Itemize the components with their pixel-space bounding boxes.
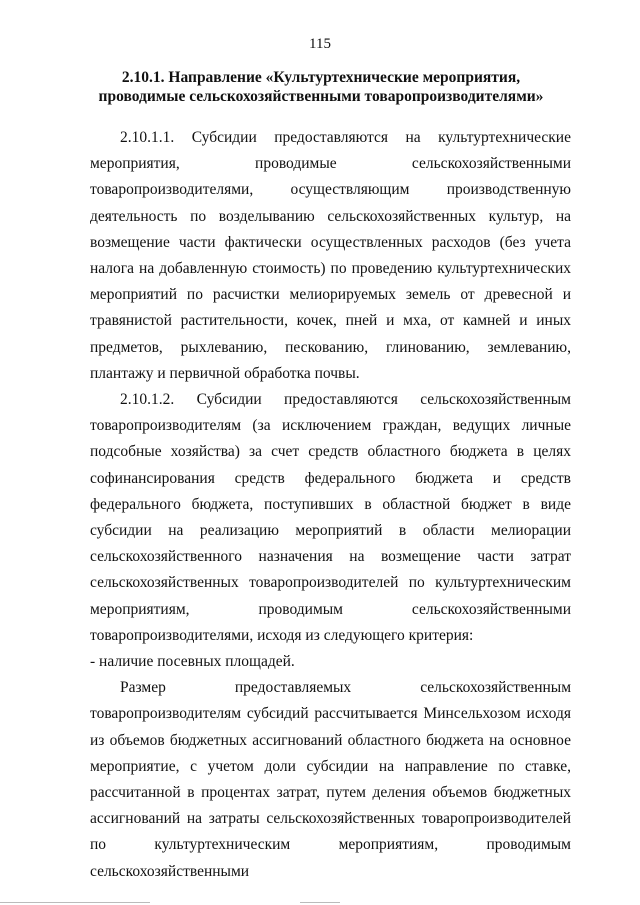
paragraph-subsidy-size: Размер предоставляемых сельскохозяйственным товаропроизводителям субсидий рассчитывается Минсельхозом исходя из объемов бюджетных ассигнований областного бюджета на основное мероприятие, с учетом доли субсидии на направление по ставке, рассчитанной в процентах затрат, путем деления объемов бюджетных ассигнований на затраты сельскохозяйственных товаропроизводителей по культуртехническим мероприятиям, проводимым сельскохозяйственными [90, 679, 571, 880]
scan-artifact-line [300, 902, 340, 903]
paragraph-2-10-1-2: 2.10.1.2. Субсидии предоставляются сельскохозяйственным товаропроизводителям (за исключением граждан, ведущих личные подсобные хозяйства) за счет средств областного бюджета в целях софинансирования средств федерального бюджета и средств федерального бюджета, поступивших в областной бюджет в виде субсидии на реализацию мероприятий в области мелиорации сельскохозяйственного назначения на возмещение части затрат сельскохозяйственных товаропроизводителей по культуртехническим мероприятиям, проводимым сельскохозяйственными товаропроизводителями, исходя из следующего критерия: [90, 391, 571, 644]
criterion-list-item: - наличие посевных площадей. [90, 653, 295, 671]
section-heading [90, 68, 552, 106]
section-heading-line-1: 2.10.1. Направление «Культуртехнические мероприятия, [121, 69, 521, 86]
section-heading-line-2: проводимые сельскохозяйственными товаропроизводителями» [98, 88, 544, 105]
scan-artifact-line [0, 902, 150, 903]
page-number: 115 [309, 36, 331, 52]
body-text [90, 125, 571, 885]
paragraph-2-10-1-1: 2.10.1.1. Субсидии предоставляются на культуртехнические мероприятия, проводимые сельскохозяйственными товаропроизводителями, осуществляющим производственную деятельность по возделыванию сельскохозяйственных культур, на возмещение части фактически осуществленных расходов (без учета налога на добавленную стоимость) по проведению культуртехнических мероприятий по расчистки мелиорируемых земель от древесной и травянистой растительности, кочек, пней и мха, от камней и иных предметов, рыхлеванию, пескованию, глинованию, землеванию, плантажу и первичной обработка почвы. [90, 129, 571, 382]
